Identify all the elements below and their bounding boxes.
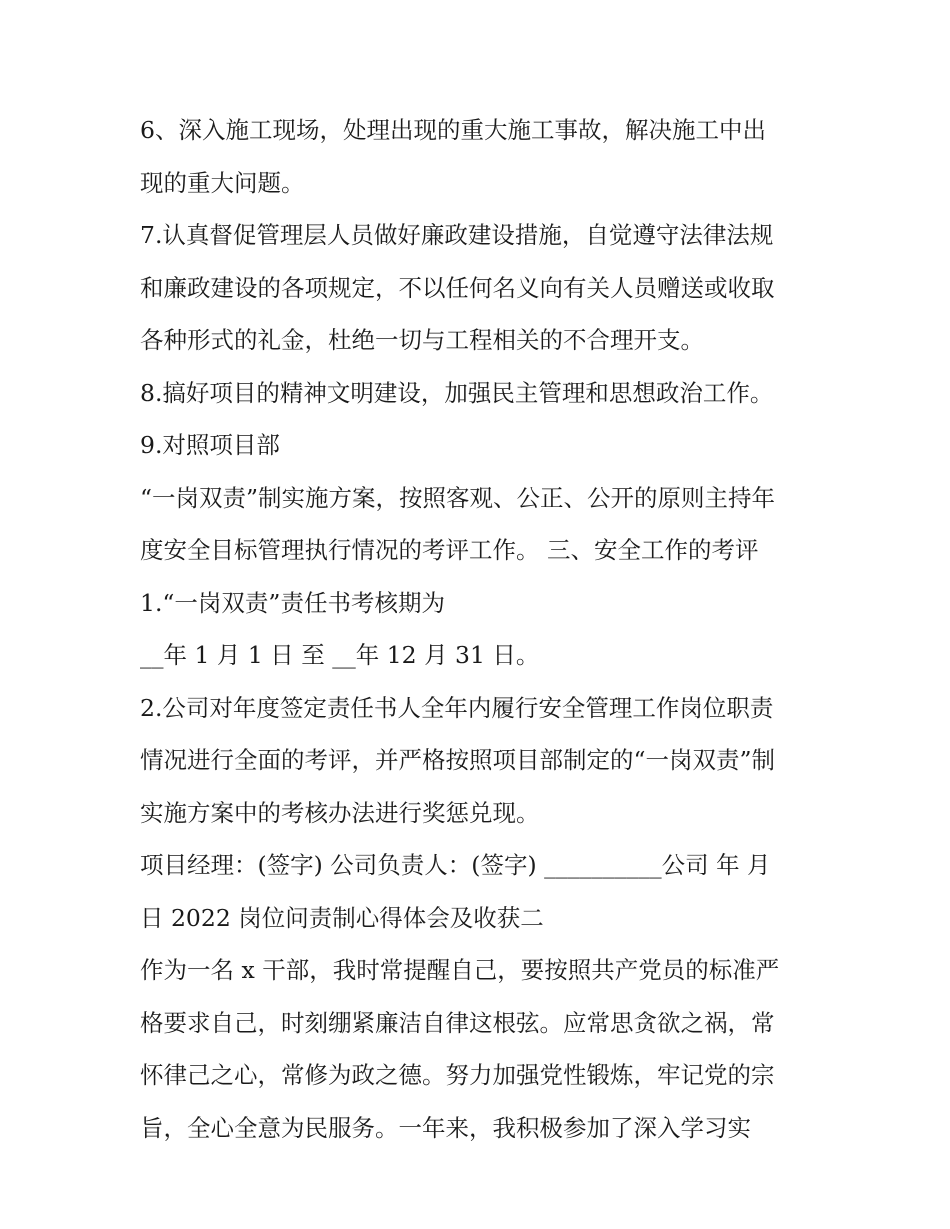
text-line: 和廉政建设的各项规定，不以任何名义向有关人员赠送或收取 (140, 273, 775, 302)
text-line: 情况进行全面的考评，并严格按照项目部制定的“一岗双责”制 (140, 746, 776, 774)
text-line: 8.搞好项目的精神文明建设，加强民主管理和思想政治工作。 (140, 378, 774, 407)
text-line: 项目经理：(签字) 公司负责人：(签字) __________公司 年 月 (140, 851, 771, 879)
text-line: 9.对照项目部 (140, 431, 280, 459)
text-line: 格要求自己，时刻绷紧廉洁自律这根弦。应常思贪欲之祸，常 (140, 1008, 775, 1037)
text-line: 实施方案中的考核办法进行奖惩兑现。 (140, 798, 540, 827)
text-line: 2.公司对年度签定责任书人全年内履行安全管理工作岗位职责 (140, 693, 774, 722)
text-line: 旨，全心全意为民服务。一年来，我积极参加了深入学习实 (140, 1113, 751, 1142)
text-line: 现的重大问题。 (140, 168, 305, 197)
text-line: 作为一名 x 干部，我时常提醒自己，要按照共产党员的标准严 (140, 956, 780, 984)
document-body (140, 104, 830, 1154)
text-line: 各种形式的礼金，杜绝一切与工程相关的不合理开支。 (140, 326, 704, 354)
text-line: 度安全目标管理执行情况的考评工作。 三、安全工作的考评 (140, 536, 759, 564)
text-line: 7.认真督促管理层人员做好廉政建设措施，自觉遵守法律法规 (140, 221, 774, 249)
text-line: __年 1 月 1 日 至 __年 12 月 31 日。 (140, 641, 540, 669)
text-line: 日 2022 岗位问责制心得体会及收获二 (140, 903, 544, 932)
text-line: 6、深入施工现场，处理出现的重大施工事故，解决施工中出 (140, 116, 766, 144)
text-line: 1.“一岗双责”责任书考核期为 (140, 588, 445, 617)
text-line: 怀律己之心，常修为政之德。努力加强党性锻炼，牢记党的宗 (140, 1061, 775, 1089)
text-line: “一岗双责”制实施方案，按照客观、公正、公开的原则主持年 (140, 483, 776, 512)
